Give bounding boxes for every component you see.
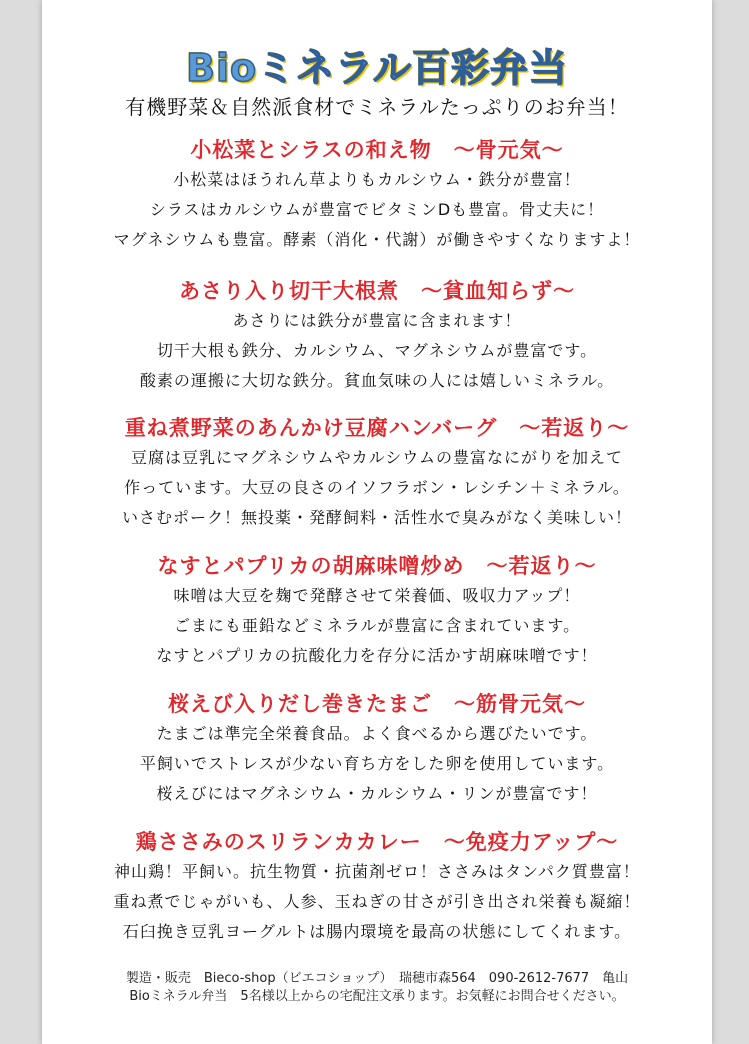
section-line: 神山鶏！平飼い。抗生物質・抗菌剤ゼロ！ささみはタンパク質豊富！ (114, 862, 640, 881)
section-line: いさむポーク！無投薬・発酵飼料・活性水で臭みがなく美味しい！ (121, 508, 632, 527)
section-line: 切干大根も鉄分、カルシウム、マグネシウムが豊富です。 (156, 341, 598, 360)
flyer-page (42, 0, 712, 1044)
footer-contact-line: 製造・販売 Bieco-shop（ビエコショップ） 瑞穂市森564 090-2612-7677 亀山 (125, 971, 629, 986)
section-title: なすとパプリカの胡麻味噌炒め ～若返り～ (157, 554, 597, 578)
menu-section (42, 827, 712, 947)
section-line: なすとパプリカの抗酸化力を存分に活かす胡麻味噌です！ (156, 646, 598, 665)
section-line: ごまにも亜鉛などミネラルが豊富に含まれています。 (173, 616, 581, 635)
menu-section (42, 413, 712, 533)
section-line: 作っています。大豆の良さのイソフラボン・レシチン＋ミネラル。 (124, 478, 630, 497)
section-line: マグネシウムも豊富。酵素（消化・代謝）が働きやすくなりますよ！ (113, 230, 641, 249)
footer (42, 970, 712, 1006)
section-line: 小松菜はほうれん草よりもカルシウム・鉄分が豊富！ (173, 170, 581, 189)
section-title: 鶏ささみのスリランカカレー ～免疫力アップ～ (135, 830, 619, 854)
section-title: あさり入り切干大根煮 ～貧血知らず～ (179, 279, 575, 303)
section-line: あさりには鉄分が豊富に含まれます！ (232, 311, 522, 330)
section-line: 桜えびにはマグネシウム・カルシウム・リンが豊富です！ (156, 784, 598, 803)
footer-order-line: Bioミネラル弁当 5名様以上からの宅配注文承ります。お気軽にお問合せください。 (129, 989, 625, 1004)
section-line: 平飼いでストレスが少ない育ち方をした卵を使用しています。 (139, 754, 615, 773)
section-line: 味噌は大豆を麹で発酵させて栄養価、吸収力アップ！ (173, 586, 581, 605)
section-title: 小松菜とシラスの和え物 ～骨元気～ (190, 138, 564, 162)
page-title: Bioミネラル百彩弁当 (186, 46, 568, 90)
section-line: シラスはカルシウムが豊富でビタミンDも豊富。骨丈夫に！ (149, 200, 605, 219)
menu-section (42, 135, 712, 255)
section-title: 重ね煮野菜のあんかけ豆腐ハンバーグ ～若返り～ (124, 416, 630, 440)
section-title: 桜えび入りだし巻きたまご ～筋骨元気～ (168, 692, 586, 716)
section-line: 酸素の運搬に大切な鉄分。貧血気味の人には嬉しいミネラル。 (139, 371, 615, 390)
section-line: 豆腐は豆乳にマグネシウムやカルシウムの豊富なにがりを加えて (130, 448, 624, 467)
section-line: たまごは準完全栄養食品。よく食べるから選びたいです。 (156, 724, 598, 743)
section-line: 石臼挽き豆乳ヨーグルトは腸内環境を最高の状態にしてくれます。 (122, 922, 632, 941)
page-subtitle: 有機野菜＆自然派食材でミネラルたっぷりのお弁当！ (125, 95, 629, 119)
section-line: 重ね煮でじゃがいも、人参、玉ねぎの甘さが引き出され栄養も凝縮！ (113, 892, 641, 911)
menu-section (42, 276, 712, 396)
menu-section (42, 689, 712, 809)
menu-section (42, 551, 712, 671)
